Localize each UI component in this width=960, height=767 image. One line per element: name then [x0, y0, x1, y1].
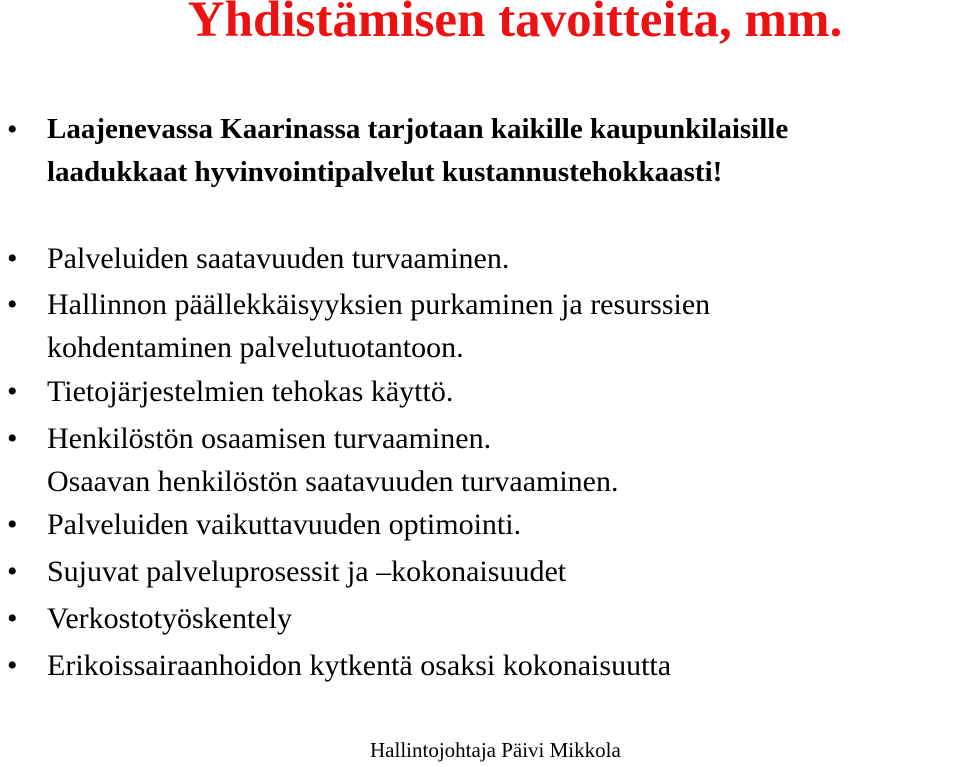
- bullet-text: [47, 370, 947, 413]
- bullet-text: [47, 417, 947, 503]
- bullet-line: Henkilöstön osaamisen turvaaminen.: [47, 422, 492, 455]
- bullet-dot: •: [7, 242, 18, 275]
- bullet-line: Tietojärjestelmien tehokas käyttö.: [47, 375, 454, 408]
- bullet-text: [47, 597, 947, 640]
- bullet-dot: •: [7, 375, 18, 408]
- bullet-dot: •: [7, 113, 18, 146]
- bullet-line: Palveluiden saatavuuden turvaaminen.: [47, 242, 510, 275]
- bullet-dot: •: [7, 508, 18, 541]
- footer-author: Hallintojohtaja Päivi Mikkola: [370, 738, 621, 762]
- bullet-line: Hallinnon päällekkäisyyksien purkaminen ja resurssien: [47, 288, 711, 321]
- bullet-line: Erikoissairaanhoidon kytkentä osaksi kokonaisuutta: [47, 649, 672, 682]
- bullet-dot: •: [7, 422, 18, 455]
- bullet-dot: •: [7, 602, 18, 635]
- bullet-dot: •: [7, 555, 18, 588]
- bullet-line: Laajenevassa Kaarinassa tarjotaan kaikille kaupunkilaisille: [47, 113, 789, 145]
- bullet-text: [47, 503, 947, 546]
- bullet-line: kohdentaminen palvelutuotantoon.: [47, 331, 464, 364]
- bullet-line: Sujuvat palveluprosessit ja –kokonaisuudet: [47, 555, 567, 588]
- bullet-line: Osaavan henkilöstön saatavuuden turvaaminen.: [47, 465, 619, 498]
- bullet-text: [47, 644, 947, 687]
- bullet-dot: •: [7, 288, 18, 321]
- slide-title: Yhdistämisen tavoitteita, mm.: [187, 0, 843, 48]
- bullet-dot: •: [7, 649, 18, 682]
- bullet-line: laadukkaat hyvinvointipalvelut kustannustehokkaasti!: [47, 156, 723, 188]
- bullet-text: [47, 108, 947, 194]
- bullet-text: [47, 237, 947, 280]
- bullet-line: Verkostotyöskentely: [47, 602, 292, 635]
- bullet-line: Palveluiden vaikuttavuuden optimointi.: [47, 508, 522, 541]
- bullet-text: [47, 550, 947, 593]
- bullet-text: [47, 283, 947, 369]
